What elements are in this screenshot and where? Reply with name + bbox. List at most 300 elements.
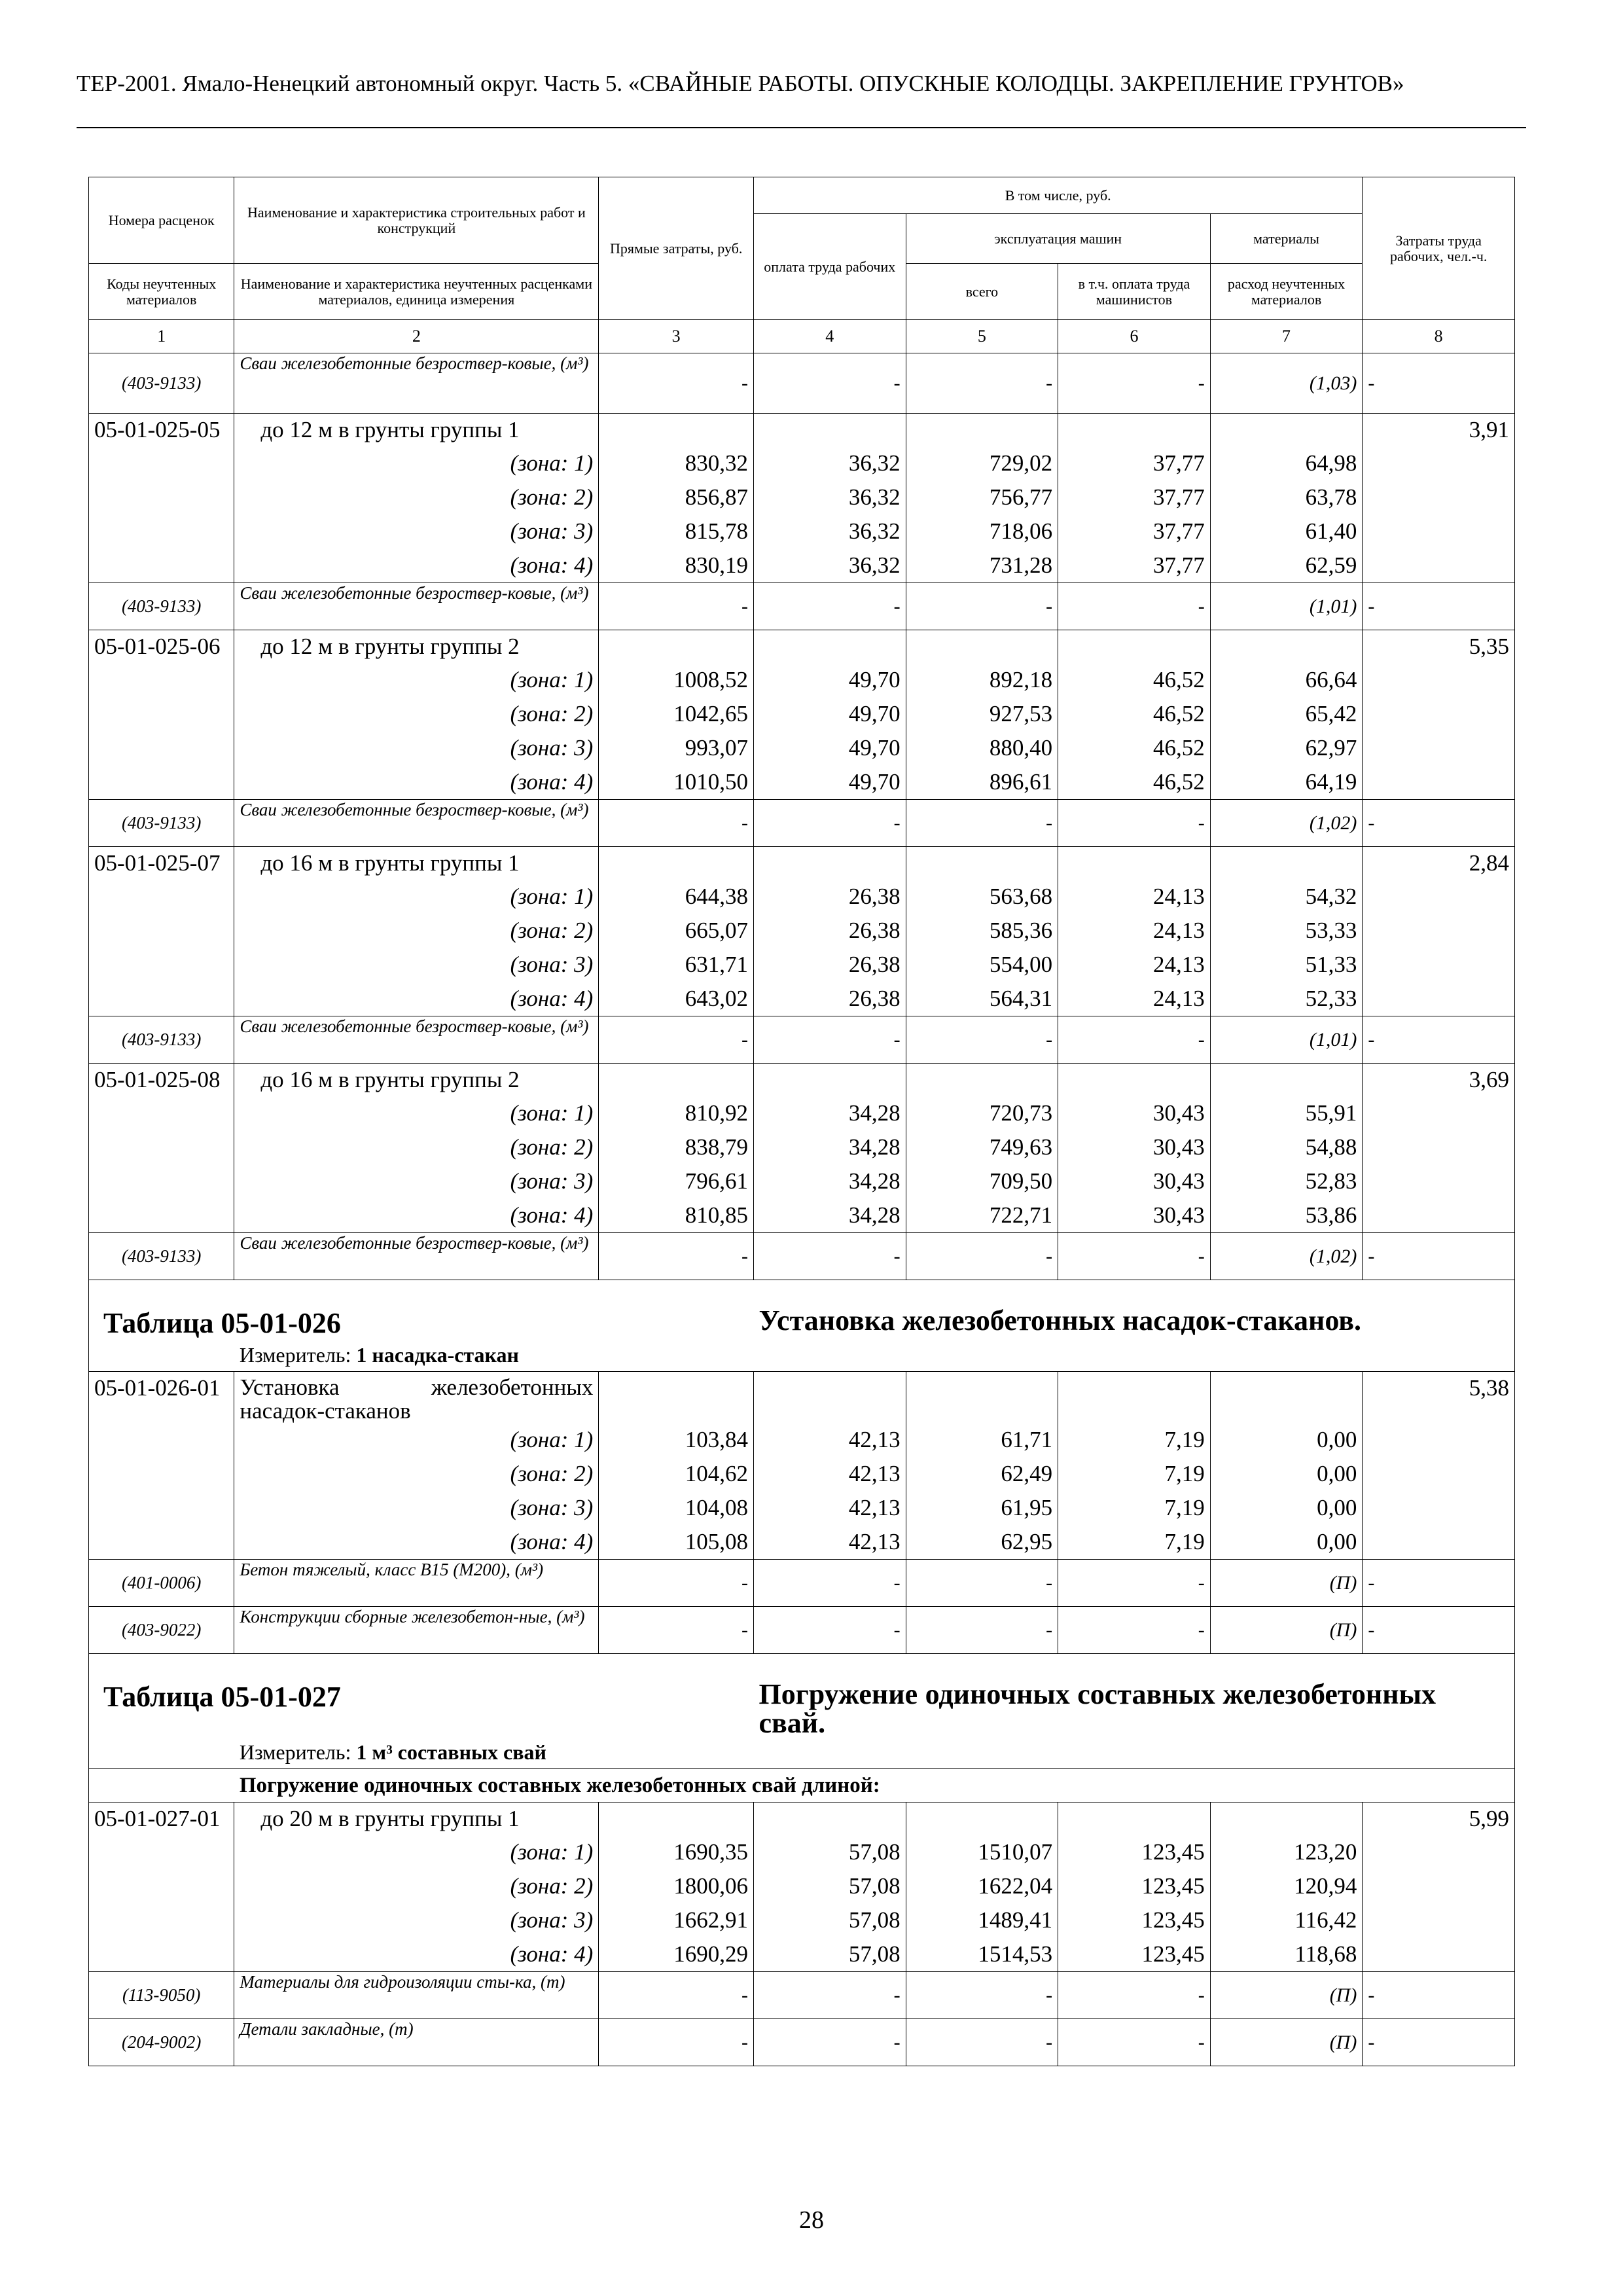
dash: - [1363,353,1515,414]
zone-value: 54,32 [1210,880,1363,914]
zone-value: 30,43 [1058,1096,1211,1130]
material-name: Материалы для гидроизоляции сты-ка, (т) [234,1972,599,2019]
zone-label: (зона: 3) [234,1903,599,1937]
dash: - [1363,1233,1515,1280]
labor-blank [1363,1423,1515,1457]
zone-value: 1800,06 [599,1869,754,1903]
rate-code-blank [89,697,234,731]
labor-cost: 5,38 [1363,1372,1515,1424]
zone-value: 644,38 [599,880,754,914]
zone-value: 631,71 [599,948,754,982]
zone-value: 51,33 [1210,948,1363,982]
zone-value: 892,18 [906,663,1058,697]
zone-value: 927,53 [906,697,1058,731]
value-cell [906,630,1058,664]
rate-code-blank [89,1835,234,1869]
zone-value: 838,79 [599,1130,754,1164]
material-consumption: (П) [1210,1607,1363,1654]
value-cell [1210,847,1363,880]
dash: - [1058,1233,1211,1280]
header-rule [77,127,1526,128]
zone-value: 749,63 [906,1130,1058,1164]
value-cell [599,847,754,880]
machines-total-head: всего [906,264,1058,320]
zone-value: 57,08 [754,1903,906,1937]
col1-head-top: Номера расценок [89,177,234,264]
labor-blank [1363,1130,1515,1164]
zone-value: 66,64 [1210,663,1363,697]
labor-cost: 2,84 [1363,847,1515,880]
zone-value: 993,07 [599,731,754,765]
rate-code-blank [89,982,234,1016]
dash: - [906,1972,1058,2019]
zone-value: 1514,53 [906,1937,1058,1972]
material-name: Конструкции сборные железобетон-ные, (м³) [234,1607,599,1654]
material-name: Бетон тяжелый, класс В15 (М200), (м³) [234,1560,599,1607]
zone-value: 104,62 [599,1457,754,1491]
dash: - [1363,2019,1515,2066]
col2-head-bottom: Наименование и характеристика неучтенных расценками материалов, единица измерения [234,264,599,320]
labor-blank [1363,1835,1515,1869]
rates-table [88,177,1515,2066]
dash: - [754,1607,906,1654]
dash: - [906,1560,1058,1607]
zone-value: 665,07 [599,914,754,948]
labor-blank [1363,1525,1515,1560]
zone-label: (зона: 4) [234,548,599,583]
materials-head: материалы [1210,214,1363,264]
labor-blank [1363,548,1515,583]
zone-value: 63,78 [1210,480,1363,514]
dash: - [906,2019,1058,2066]
zone-label: (зона: 4) [234,982,599,1016]
material-consumption: (1,03) [1210,353,1363,414]
value-cell [906,1372,1058,1424]
rate-code-blank [89,1130,234,1164]
value-cell [1058,1064,1211,1097]
zone-value: 731,28 [906,548,1058,583]
value-cell [599,1803,754,1836]
zone-value: 123,20 [1210,1835,1363,1869]
rate-code: 05-01-027-01 [89,1803,234,1836]
zone-value: 46,52 [1058,731,1211,765]
value-cell [1058,847,1211,880]
value-cell [1210,1803,1363,1836]
labor-blank [1363,514,1515,548]
zone-value: 42,13 [754,1457,906,1491]
dash: - [599,2019,754,2066]
zone-label: (зона: 3) [234,731,599,765]
dash: - [754,1016,906,1064]
zone-value: 830,19 [599,548,754,583]
dash: - [599,1607,754,1654]
dash: - [754,1972,906,2019]
zone-value: 856,87 [599,480,754,514]
value-cell [754,1064,906,1097]
zone-value: 0,00 [1210,1525,1363,1560]
material-code: (403-9133) [89,353,234,414]
zone-label: (зона: 1) [234,1423,599,1457]
table-title: Установка железобетонных насадок-стаканов. [754,1280,1515,1344]
zone-value: 810,92 [599,1096,754,1130]
labor-blank [1363,1096,1515,1130]
rate-code-blank [89,948,234,982]
zone-value: 26,38 [754,948,906,982]
zone-value: 1510,07 [906,1835,1058,1869]
col-number: 6 [1058,320,1211,353]
labor-blank [1363,765,1515,800]
zone-value: 1010,50 [599,765,754,800]
col-number: 4 [754,320,906,353]
zone-value: 123,45 [1058,1903,1211,1937]
rate-code-blank [89,1423,234,1457]
zone-value: 1008,52 [599,663,754,697]
dash: - [1363,583,1515,630]
zone-label: (зона: 2) [234,697,599,731]
zone-value: 0,00 [1210,1423,1363,1457]
dash: - [906,1233,1058,1280]
labor-blank [1363,480,1515,514]
zone-value: 564,31 [906,982,1058,1016]
zone-value: 61,95 [906,1491,1058,1525]
rate-code-blank [89,1869,234,1903]
col-number: 1 [89,320,234,353]
zone-value: 1042,65 [599,697,754,731]
zone-value: 65,42 [1210,697,1363,731]
dash: - [1058,353,1211,414]
zone-value: 62,97 [1210,731,1363,765]
zone-value: 62,49 [906,1457,1058,1491]
zone-value: 103,84 [599,1423,754,1457]
work-name: до 20 м в грунты группы 1 [234,1803,599,1836]
zone-value: 563,68 [906,880,1058,914]
zone-value: 24,13 [1058,982,1211,1016]
zone-value: 42,13 [754,1491,906,1525]
zone-value: 64,19 [1210,765,1363,800]
page-header: ТЕР-2001. Ямало-Ненецкий автономный округ. Часть 5. «СВАЙНЫЕ РАБОТЫ. ОПУСКНЫЕ КОЛОДЦЫ. ЗАКРЕПЛЕНИЕ ГРУНТОВ» [77,71,1404,96]
dash: - [599,1972,754,2019]
rate-code-blank [89,548,234,583]
value-cell [599,630,754,664]
rate-code-blank [89,480,234,514]
dash: - [754,353,906,414]
zone-label: (зона: 2) [234,914,599,948]
rate-code-blank [89,1491,234,1525]
zone-value: 26,38 [754,914,906,948]
zone-value: 0,00 [1210,1491,1363,1525]
including-head: В том числе, руб. [754,177,1363,214]
zone-value: 53,33 [1210,914,1363,948]
zone-value: 57,08 [754,1869,906,1903]
material-consumption: (П) [1210,1560,1363,1607]
zone-label: (зона: 3) [234,514,599,548]
material-name: Сваи железобетонные безроствер-ковые, (м³) [234,1016,599,1064]
rate-code: 05-01-025-06 [89,630,234,664]
material-code: (401-0006) [89,1560,234,1607]
material-code: (113-9050) [89,1972,234,2019]
dash: - [1058,1016,1211,1064]
zone-value: 57,08 [754,1937,906,1972]
zone-value: 55,91 [1210,1096,1363,1130]
value-cell [754,414,906,447]
zone-value: 1662,91 [599,1903,754,1937]
dash: - [1363,1607,1515,1654]
machines-head: эксплуатация машин [906,214,1210,264]
value-cell [1210,414,1363,447]
zone-value: 46,52 [1058,663,1211,697]
value-cell [1210,1064,1363,1097]
labor-cost: 3,69 [1363,1064,1515,1097]
zone-value: 24,13 [1058,914,1211,948]
zone-label: (зона: 2) [234,1869,599,1903]
zone-value: 880,40 [906,731,1058,765]
zone-label: (зона: 3) [234,1491,599,1525]
zone-value: 123,45 [1058,1869,1211,1903]
zone-value: 46,52 [1058,697,1211,731]
zone-label: (зона: 4) [234,1525,599,1560]
zone-label: (зона: 1) [234,663,599,697]
zone-value: 36,32 [754,446,906,480]
zone-value: 52,33 [1210,982,1363,1016]
zone-value: 24,13 [1058,948,1211,982]
zone-label: (зона: 3) [234,1164,599,1198]
material-consumption: (1,01) [1210,1016,1363,1064]
zone-value: 34,28 [754,1096,906,1130]
zone-value: 830,32 [599,446,754,480]
dash: - [1363,1016,1515,1064]
rate-code-blank [89,914,234,948]
value-cell [1058,1803,1211,1836]
zone-value: 105,08 [599,1525,754,1560]
work-name: до 16 м в грунты группы 2 [234,1064,599,1097]
col3-head: Прямые затраты, руб. [599,177,754,320]
material-code: (403-9133) [89,583,234,630]
material-code: (403-9022) [89,1607,234,1654]
dash: - [1363,800,1515,847]
zone-label: (зона: 2) [234,480,599,514]
zone-value: 896,61 [906,765,1058,800]
rate-code-blank [89,1903,234,1937]
zone-value: 554,00 [906,948,1058,982]
col-number: 3 [599,320,754,353]
rate-code-blank [89,880,234,914]
labor-blank [1363,1198,1515,1233]
labor-blank [1363,982,1515,1016]
labor-blank [1363,731,1515,765]
zone-value: 64,98 [1210,446,1363,480]
zone-label: (зона: 1) [234,1835,599,1869]
table-title: Погружение одиночных составных железобетонных свай. [754,1654,1515,1741]
zone-value: 729,02 [906,446,1058,480]
zone-value: 796,61 [599,1164,754,1198]
zone-value: 30,43 [1058,1198,1211,1233]
wages-head: оплата труда рабочих [754,214,906,320]
zone-value: 26,38 [754,880,906,914]
rate-code-blank [89,1164,234,1198]
value-cell [1058,414,1211,447]
zone-value: 1622,04 [906,1869,1058,1903]
zone-value: 46,52 [1058,765,1211,800]
dash: - [906,353,1058,414]
zone-label: (зона: 4) [234,765,599,800]
zone-value: 49,70 [754,765,906,800]
zone-value: 722,71 [906,1198,1058,1233]
rate-code: 05-01-026-01 [89,1372,234,1424]
material-consumption: (П) [1210,1972,1363,2019]
zone-value: 718,06 [906,514,1058,548]
zone-value: 26,38 [754,982,906,1016]
zone-value: 34,28 [754,1130,906,1164]
zone-value: 37,77 [1058,548,1211,583]
dash: - [599,353,754,414]
col1-head-bottom: Коды неучтенных материалов [89,264,234,320]
material-code: (204-9002) [89,2019,234,2066]
zone-label: (зона: 2) [234,1457,599,1491]
dash: - [754,2019,906,2066]
value-cell [599,1372,754,1424]
col-number: 8 [1363,320,1515,353]
material-code: (403-9133) [89,800,234,847]
labor-blank [1363,1903,1515,1937]
rate-code-blank [89,446,234,480]
material-consumption: (1,01) [1210,583,1363,630]
dash: - [1058,1607,1211,1654]
dash: - [599,1233,754,1280]
zone-value: 37,77 [1058,446,1211,480]
value-cell [599,1064,754,1097]
zone-label: (зона: 1) [234,446,599,480]
dash: - [906,1607,1058,1654]
zone-value: 36,32 [754,480,906,514]
material-consumption: (1,02) [1210,1233,1363,1280]
zone-value: 7,19 [1058,1457,1211,1491]
rate-code-blank [89,1525,234,1560]
zone-value: 118,68 [1210,1937,1363,1972]
value-cell [906,1064,1058,1097]
zone-value: 30,43 [1058,1164,1211,1198]
measure-unit: Измеритель: 1 насадка-стакан [234,1343,1515,1372]
zone-value: 1489,41 [906,1903,1058,1937]
labor-cost: 5,35 [1363,630,1515,664]
labor-blank [1363,697,1515,731]
dash: - [599,1016,754,1064]
value-cell [754,847,906,880]
labor-blank [1363,948,1515,982]
dash: - [599,583,754,630]
dash: - [906,800,1058,847]
zone-value: 643,02 [599,982,754,1016]
dash: - [1058,583,1211,630]
dash: - [1058,800,1211,847]
zone-label: (зона: 4) [234,1198,599,1233]
labor-blank [1363,446,1515,480]
rate-code-blank [89,1457,234,1491]
section-subheading: Погружение одиночных составных железобетонных свай длиной: [234,1769,1515,1803]
value-cell [754,630,906,664]
rate-code-blank [89,514,234,548]
rate-code-blank [89,663,234,697]
dash: - [1363,1560,1515,1607]
zone-value: 585,36 [906,914,1058,948]
rate-code-blank [89,765,234,800]
labor-blank [1363,914,1515,948]
value-cell [754,1372,906,1424]
zone-value: 49,70 [754,731,906,765]
zone-value: 1690,29 [599,1937,754,1972]
zone-value: 42,13 [754,1525,906,1560]
table-number: Таблица 05-01-027 [89,1654,754,1741]
labor-cost: 3,91 [1363,414,1515,447]
zone-value: 34,28 [754,1164,906,1198]
col2-head-top: Наименование и характеристика строительных работ и конструкций [234,177,599,264]
col-number: 2 [234,320,599,353]
dash: - [599,1560,754,1607]
work-name: до 16 м в грунты группы 1 [234,847,599,880]
machines-wages-head: в т.ч. оплата труда машинистов [1058,264,1211,320]
zone-label: (зона: 1) [234,880,599,914]
labor-cost: 5,99 [1363,1803,1515,1836]
material-name: Сваи железобетонные безроствер-ковые, (м³) [234,800,599,847]
dash: - [1058,2019,1211,2066]
value-cell [1058,1372,1211,1424]
dash: - [599,800,754,847]
dash: - [754,800,906,847]
zone-label: (зона: 1) [234,1096,599,1130]
zone-value: 57,08 [754,1835,906,1869]
rate-code-blank [89,1096,234,1130]
material-consumption: (1,02) [1210,800,1363,847]
labor-blank [1363,1164,1515,1198]
zone-value: 1690,35 [599,1835,754,1869]
value-cell [906,414,1058,447]
zone-value: 36,32 [754,548,906,583]
value-cell [1210,1372,1363,1424]
work-name: Установка железобетонных насадок-стаканов [234,1372,599,1424]
material-name: Детали закладные, (т) [234,2019,599,2066]
value-cell [1210,630,1363,664]
zone-label: (зона: 4) [234,1937,599,1972]
rate-code-blank [89,1198,234,1233]
col-number: 5 [906,320,1058,353]
zone-value: 7,19 [1058,1423,1211,1457]
zone-value: 815,78 [599,514,754,548]
zone-value: 62,95 [906,1525,1058,1560]
zone-value: 123,45 [1058,1835,1211,1869]
col-number: 7 [1210,320,1363,353]
rate-code: 05-01-025-08 [89,1064,234,1097]
material-name: Сваи железобетонные безроствер-ковые, (м³) [234,353,599,414]
zone-value: 756,77 [906,480,1058,514]
value-cell [1058,630,1211,664]
labor-blank [1363,1457,1515,1491]
labor-blank [1363,1491,1515,1525]
rate-code-blank [89,731,234,765]
dash: - [906,583,1058,630]
labor-head: Затраты труда рабочих, чел.-ч. [1363,177,1515,320]
table-number: Таблица 05-01-026 [89,1280,754,1344]
zone-value: 0,00 [1210,1457,1363,1491]
dash: - [1058,1972,1211,2019]
value-cell [906,847,1058,880]
work-name: до 12 м в грунты группы 1 [234,414,599,447]
zone-value: 42,13 [754,1423,906,1457]
zone-value: 7,19 [1058,1525,1211,1560]
zone-value: 36,32 [754,514,906,548]
value-cell [599,414,754,447]
dash: - [906,1016,1058,1064]
zone-value: 52,83 [1210,1164,1363,1198]
work-name: до 12 м в грунты группы 2 [234,630,599,664]
